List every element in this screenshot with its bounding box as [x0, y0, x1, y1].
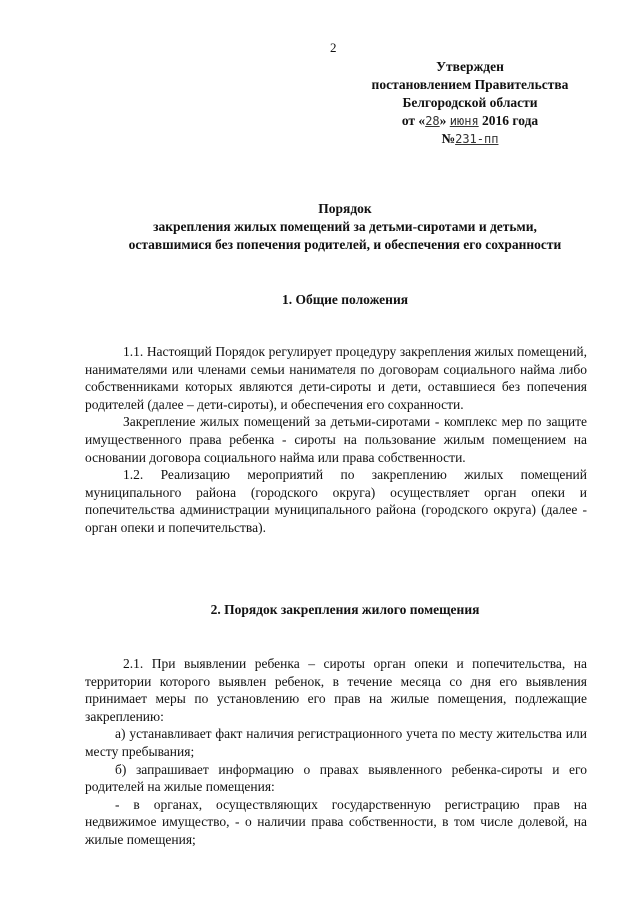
approval-date — [350, 112, 590, 130]
section-1-body — [85, 343, 587, 537]
section-2-heading: 2. Порядок закрепления жилого помещения — [210, 602, 480, 617]
section-1-paragraph-2: Закрепление жилых помещений за детьми-сиротами - комплекс мер по защите имущественного права ребенка - сироты на пользование жилым помещением на основании договора социального найма или права собственности. — [85, 414, 587, 465]
title-line-2: закрепления жилых помещений за детьми-сиротами и детьми, — [153, 219, 537, 234]
section-2-paragraph-4: - в органах, осуществляющих государственную регистрацию прав на недвижимое имущество, - о наличии права собственности, в том числе долевой, на жилые помещения; — [85, 796, 587, 847]
approval-date-prefix: от « — [401, 113, 426, 128]
section-1-paragraph-1: 1.1. Настоящий Порядок регулирует процедуру закрепления жилых помещений, нанимателями или членами семьи нанимателя по договорам социального найма либо собственниками которых являются дети-сироты и дети, оставшиеся без попечения родителей (далее – дети-сироты), и обеспечения его сохранности. — [85, 344, 587, 412]
title-line-3: оставшимися без попечения родителей, и обеспечения его сохранности — [128, 237, 562, 252]
section-1-heading: 1. Общие положения — [281, 292, 409, 307]
approval-date-year: 2016 года — [482, 113, 539, 128]
title-line-1: Порядок — [318, 201, 372, 216]
section-2-body — [85, 655, 587, 849]
approval-date-day: 28 — [425, 114, 440, 128]
section-2-paragraph-3: б) запрашивает информацию о правах выявленного ребенка-сироты и его родителей на жилые помещения: — [85, 761, 587, 795]
approval-number — [350, 130, 590, 148]
approval-number-prefix: № — [441, 131, 456, 146]
approval-date-mid: » — [439, 113, 447, 128]
section-2-paragraph-1: 2.1. При выявлении ребенка – сироты орган опеки и попечительства, на территории которого выявлен ребенок, в течение месяца со дня его выявления принимает меры по установлению его прав на жилые помещения, подлежащие закреплению: — [85, 656, 587, 724]
approval-line-1: Утвержден — [436, 59, 504, 74]
approval-number-value: 231-пп — [455, 132, 499, 146]
section-2-paragraph-2: а) устанавливает факт наличия регистрационного учета по месту жительства или месту пребывания; — [85, 726, 587, 759]
approval-date-month: июня — [449, 114, 479, 128]
approval-stamp — [350, 58, 590, 148]
document-title — [60, 200, 630, 254]
page-number: 2 — [330, 40, 337, 55]
section-1-paragraph-3: 1.2. Реализацию мероприятий по закреплению жилых помещений муниципального района (городского округа) осуществляет орган опеки и попечительства администрации муниципального района (городского округа) (далее - орган опеки и попечительства). — [85, 467, 587, 535]
approval-line-3: Белгородской области — [402, 95, 538, 110]
approval-line-2: постановлением Правительства — [371, 77, 569, 92]
